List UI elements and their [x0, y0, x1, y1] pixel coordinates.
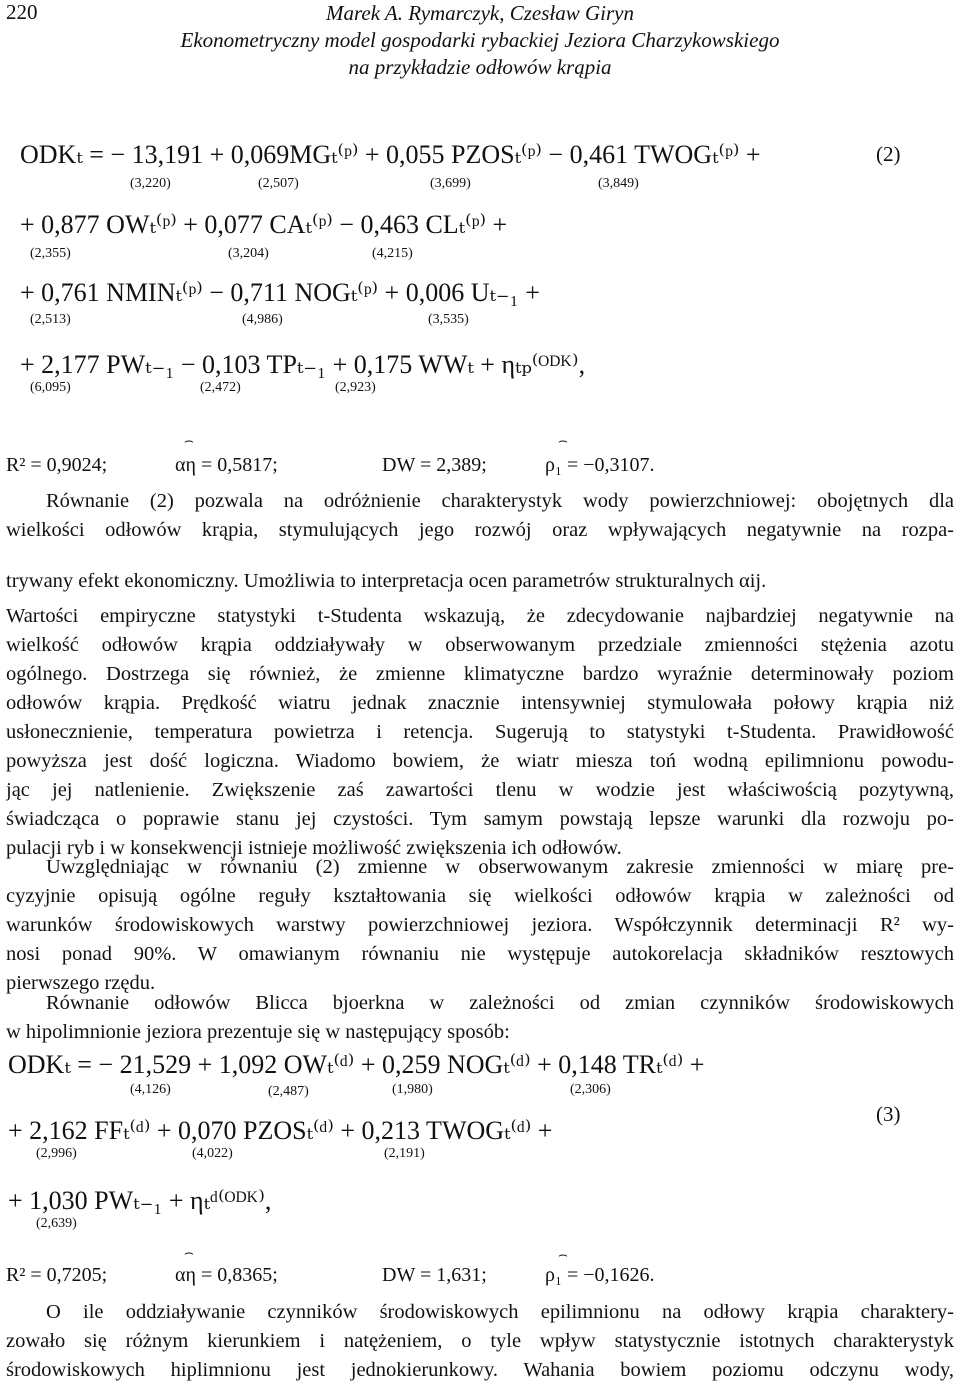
hat-mark-icon: ⌢	[558, 433, 568, 449]
text-line: w hipolimnionie jeziora prezentuje się w następujący sposób:	[6, 1021, 510, 1043]
eq2-se: (3,849)	[598, 176, 639, 191]
eq2-stat-alpha: αη = 0,5817;	[175, 454, 278, 476]
paragraph-1	[6, 487, 954, 596]
text-line: wielkość odłowów krąpia oddziaływały w obserwowanym przedziale zmienności stężenia azotu	[6, 634, 954, 656]
eq2-se: (3,699)	[430, 176, 471, 191]
text-line: pierwszego rzędu.	[6, 972, 156, 994]
paragraph-3	[6, 853, 954, 998]
eq2-se: (2,923)	[335, 380, 376, 395]
eq3-se: (4,022)	[192, 1146, 233, 1161]
eq2-se: (3,535)	[428, 312, 469, 327]
text-line: Uwzględniając w równaniu (2) zmienne w obserwowanym zakresie zmienności w miarę pre-	[46, 856, 954, 878]
paragraph-2	[6, 602, 954, 863]
eq2-se: (2,513)	[30, 312, 71, 327]
header-title-line2: na przykładzie odłowów krąpia	[348, 55, 612, 79]
text-line: ogólnego. Dostrzega się również, że zmienne klimatyczne bardzo wyraźnie determinowały poziom	[6, 663, 954, 685]
hat-mark-icon: ⌢	[184, 433, 194, 449]
text-line: cyzyjnie opisują ogólne reguły kształtowania się wielkości odłowów krąpia w zależności od	[6, 885, 954, 907]
text-line: Wartości empiryczne statystyki t-Studenta wskazują, że zdecydowanie najbardziej negatywnie na	[6, 605, 954, 627]
text-line: powyższa jest dość logiczna. Wiadomo bowiem, że wiatr miesza toń wodną epilimnionu powodu-	[6, 750, 954, 772]
eq2-row3: + 0,761 NMINₜ⁽ᵖ⁾ − 0,711 NOGₜ⁽ᵖ⁾ + 0,006 Uₜ₋₁ +	[20, 278, 540, 307]
eq2-stat-dw: DW = 2,389;	[382, 454, 487, 476]
text-line: środowiskowych hiplimnionu jest jednokierunkowy. Wahania bowiem poziomu odczynu wody,	[6, 1359, 954, 1381]
header-title-line1: Ekonometryczny model gospodarki rybackiej Jeziora Charzykowskiego	[180, 28, 780, 52]
eq2-se: (4,986)	[242, 312, 283, 327]
eq3-se: (2,191)	[384, 1146, 425, 1161]
eq2-se: (2,472)	[200, 380, 241, 395]
eq3-se: (4,126)	[130, 1082, 171, 1097]
text-line: wielkości odłowów krąpia, stymulujących jego rozwój oraz wpływających negatywnie na rozpa-	[6, 519, 954, 541]
equation-2-number: (2)	[876, 142, 901, 166]
text-line: trywany efekt ekonomiczny. Umożliwia to interpretacja ocen parametrów strukturalnych αij.	[6, 570, 767, 592]
eq2-se: (3,204)	[228, 246, 269, 261]
eq2-row2: + 0,877 OWₜ⁽ᵖ⁾ + 0,077 CAₜ⁽ᵖ⁾ − 0,463 CLₜ⁽ᵖ⁾ +	[20, 210, 508, 239]
eq2-row1: ODKₜ = − 13,191 + 0,069MGₜ⁽ᵖ⁾ + 0,055 PZOSₜ⁽ᵖ⁾ − 0,461 TWOGₜ⁽ᵖ⁾ +	[20, 140, 761, 169]
eq3-se: (2,639)	[36, 1216, 77, 1231]
hat-mark-icon: ⌢	[558, 1247, 568, 1263]
eq2-stat-r2: R² = 0,9024;	[6, 454, 108, 476]
eq3-stat-rho: ρ₁ = −0,1626.	[545, 1264, 655, 1286]
eq3-row1: ODKₜ = − 21,529 + 1,092 OWₜ⁽ᵈ⁾ + 0,259 NOGₜ⁽ᵈ⁾ + 0,148 TRₜ⁽ᵈ⁾ +	[8, 1050, 705, 1079]
text-line: warunków środowiskowych warstwy powierzchniowej jeziora. Współczynnik determinacji R² wy-	[6, 914, 954, 936]
eq2-stat-rho: ρ₁ = −0,3107.	[545, 454, 655, 476]
eq2-se: (6,095)	[30, 380, 71, 395]
text-line: usłonecznienie, temperatura powietrza i retencja. Sugerują to statystyki t-Studenta. Prawidłowość	[6, 721, 954, 743]
text-line: zowało się różnym kierunkiem i natężeniem, o tyle wpływ statystycznie istotnych charakterystyk	[6, 1330, 954, 1352]
paragraph-4	[6, 989, 954, 1047]
eq3-row2: + 2,162 FFₜ⁽ᵈ⁾ + 0,070 PZOSₜ⁽ᵈ⁾ + 0,213 TWOGₜ⁽ᵈ⁾ +	[8, 1116, 553, 1145]
eq3-se: (2,306)	[570, 1082, 611, 1097]
eq3-stat-dw: DW = 1,631;	[382, 1264, 487, 1286]
eq3-se: (1,980)	[392, 1082, 433, 1097]
text-line: Równanie odłowów Blicca bjoerkna w zależności od zmian czynników środowiskowych	[46, 992, 954, 1014]
eq3-stat-alpha: αη = 0,8365;	[175, 1264, 278, 1286]
eq2-se: (3,220)	[130, 176, 171, 191]
text-line: nosi ponad 90%. W omawianym równaniu nie występuje autokorelacja składników resztowych	[6, 943, 954, 965]
page-number: 220	[6, 0, 38, 24]
hat-mark-icon: ⌢	[184, 1245, 194, 1261]
header-authors: Marek A. Rymarczyk, Czesław Giryn	[326, 1, 634, 25]
equation-3-number: (3)	[876, 1102, 901, 1126]
eq2-se: (2,355)	[30, 246, 71, 261]
text-line: świadcząca o poprawie stanu jej czystości. Tym samym powstają lepsze warunki dla rozwoju po-	[6, 808, 954, 830]
eq2-se: (2,507)	[258, 176, 299, 191]
text-line: O ile oddziaływanie czynników środowiskowych epilimnionu na odłowy krąpia charaktery-	[46, 1301, 954, 1323]
eq3-se: (2,487)	[268, 1084, 309, 1099]
text-line: Równanie (2) pozwala na odróżnienie charakterystyk wody powierzchniowej: obojętnych dla	[46, 490, 954, 512]
eq3-row3: + 1,030 PWₜ₋₁ + ηₜᵈ⁽ᴼᴰᴷ⁾,	[8, 1186, 272, 1215]
eq2-row4: + 2,177 PWₜ₋₁ − 0,103 TPₜ₋₁ + 0,175 WWₜ + ηₜₚ⁽ᴼᴰᴷ⁾,	[20, 350, 586, 379]
text-line: odłowów krąpia. Prędkość wiatru jednak znacznie intensywniej stymulowała połowy krąpia niż	[6, 692, 954, 714]
paragraph-5	[6, 1298, 954, 1385]
eq2-se: (4,215)	[372, 246, 413, 261]
eq3-stat-r2: R² = 0,7205;	[6, 1264, 108, 1286]
text-line: pulacji ryb i w konsekwencji istnieje możliwość zwiększenia ich odłowów.	[6, 837, 622, 859]
text-line: jąc jej natlenienie. Zwiększenie zaś zawartości tlenu w wodzie jest właściwością pozytywną,	[6, 779, 954, 801]
eq3-se: (2,996)	[36, 1146, 77, 1161]
